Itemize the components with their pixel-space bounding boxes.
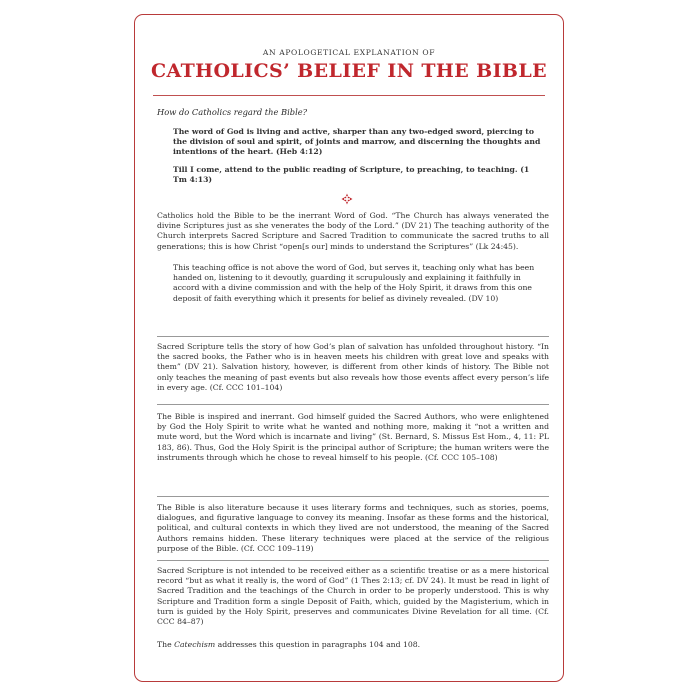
title-divider: [153, 95, 545, 96]
paragraph-1: Catholics hold the Bible to be the inerrant Word of God. “The Church has always venerated the divine Scriptures just as she venerates the body of the Lord.” (DV 21) The teaching authority of the Church interprets Sacred Scripture and Sacred Tradition to communicate the sacred truths to all generations; this is how Christ “open[s our] minds to understand the Scriptures” (Lk 24:45).: [157, 211, 549, 251]
indented-quote: This teaching office is not above the word of God, but serves it, teaching only what has been handed on, listening to it devoutly, guarding it scrupulously and explaining it faithfully in accord with a divine commission and with the help of the Holy Spirit, it draws from this one deposit of faith everything which it presents for belief as divinely revealed. (DV 10): [173, 263, 535, 303]
section-divider: [157, 496, 549, 497]
footer-suffix: addresses this question in paragraphs 104 and 108.: [217, 640, 421, 649]
section-divider: [157, 560, 549, 561]
section-divider: [157, 404, 549, 405]
kicker-text: AN APOLOGETICAL EXPLANATION OF: [262, 48, 436, 57]
page-title: CATHOLICS’ BELIEF IN THE BIBLE: [150, 60, 548, 82]
paragraph-2: Sacred Scripture tells the story of how God’s plan of salvation has unfolded throughout history. “In the sacred books, the Father who is in heaven meets his children with great love and speaks with them” (DV 21). Salvation history, however, is different from other kinds of history. The Bible not only teaches the meaning of past events but also reveals how those events affect every person’s life in every age. (Cf. CCC 101–104): [157, 342, 549, 392]
paragraph-5: Sacred Scripture is not intended to be received either as a scientific treatise or as a mere historical record “but as what it really is, the word of God” (1 Thes 2:13; cf. DV 24). It must be read in light of Sacred Tradition and the teachings of the Church in order to be properly understood. This is why Scripture and Tradition form a single Deposit of Faith, which, guided by the Magisterium, which in turn is guided by the Holy Spirit, preserves and communicates Divine Revelation for all time. (Cf. CCC 84–87): [157, 566, 549, 627]
question-heading: How do Catholics regard the Bible?: [157, 107, 308, 117]
paragraph-4: The Bible is also literature because it uses literary forms and techniques, such as stories, poems, dialogues, and figurative language to convey its meaning. Insofar as these forms and the historical, political, and cultural contexts in which they lived are not understood, the meaning of the Sacred Authors remains hidden. These literary techniques were placed at the service of the religious purpose of the Bible. (Cf. CCC 109–119): [157, 503, 549, 553]
footer-catechism: Catechism: [174, 640, 216, 649]
scripture-quote-1: The word of God is living and active, sharper than any two-edged sword, piercing to the division of soul and spirit, of joints and marrow, and discerning the thoughts and intentions of the heart. (Heb 4:12): [173, 127, 541, 157]
footer-note: [157, 640, 420, 649]
paragraph-3: The Bible is inspired and inerrant. God himself guided the Sacred Authors, who were enlightened by God the Holy Spirit to write what he wanted and nothing more, making it “not a written and mute word, but the Word which is incarnate and living” (St. Bernard, S. Missus Est Hom., 4, 11: PL 183, 86). Thus, God the Holy Spirit is the principal author of Scripture; the human writers were the instruments through which he chose to reveal himself to his people. (Cf. CCC 105–108): [157, 412, 549, 462]
footer-prefix: The: [157, 640, 172, 649]
scripture-quote-2: Till I come, attend to the public reading of Scripture, to preaching, to teaching. (1 Tm 4:13): [173, 165, 530, 185]
cross-ornament-icon: [341, 193, 353, 205]
document-card: [134, 14, 564, 682]
section-divider: [157, 336, 549, 337]
